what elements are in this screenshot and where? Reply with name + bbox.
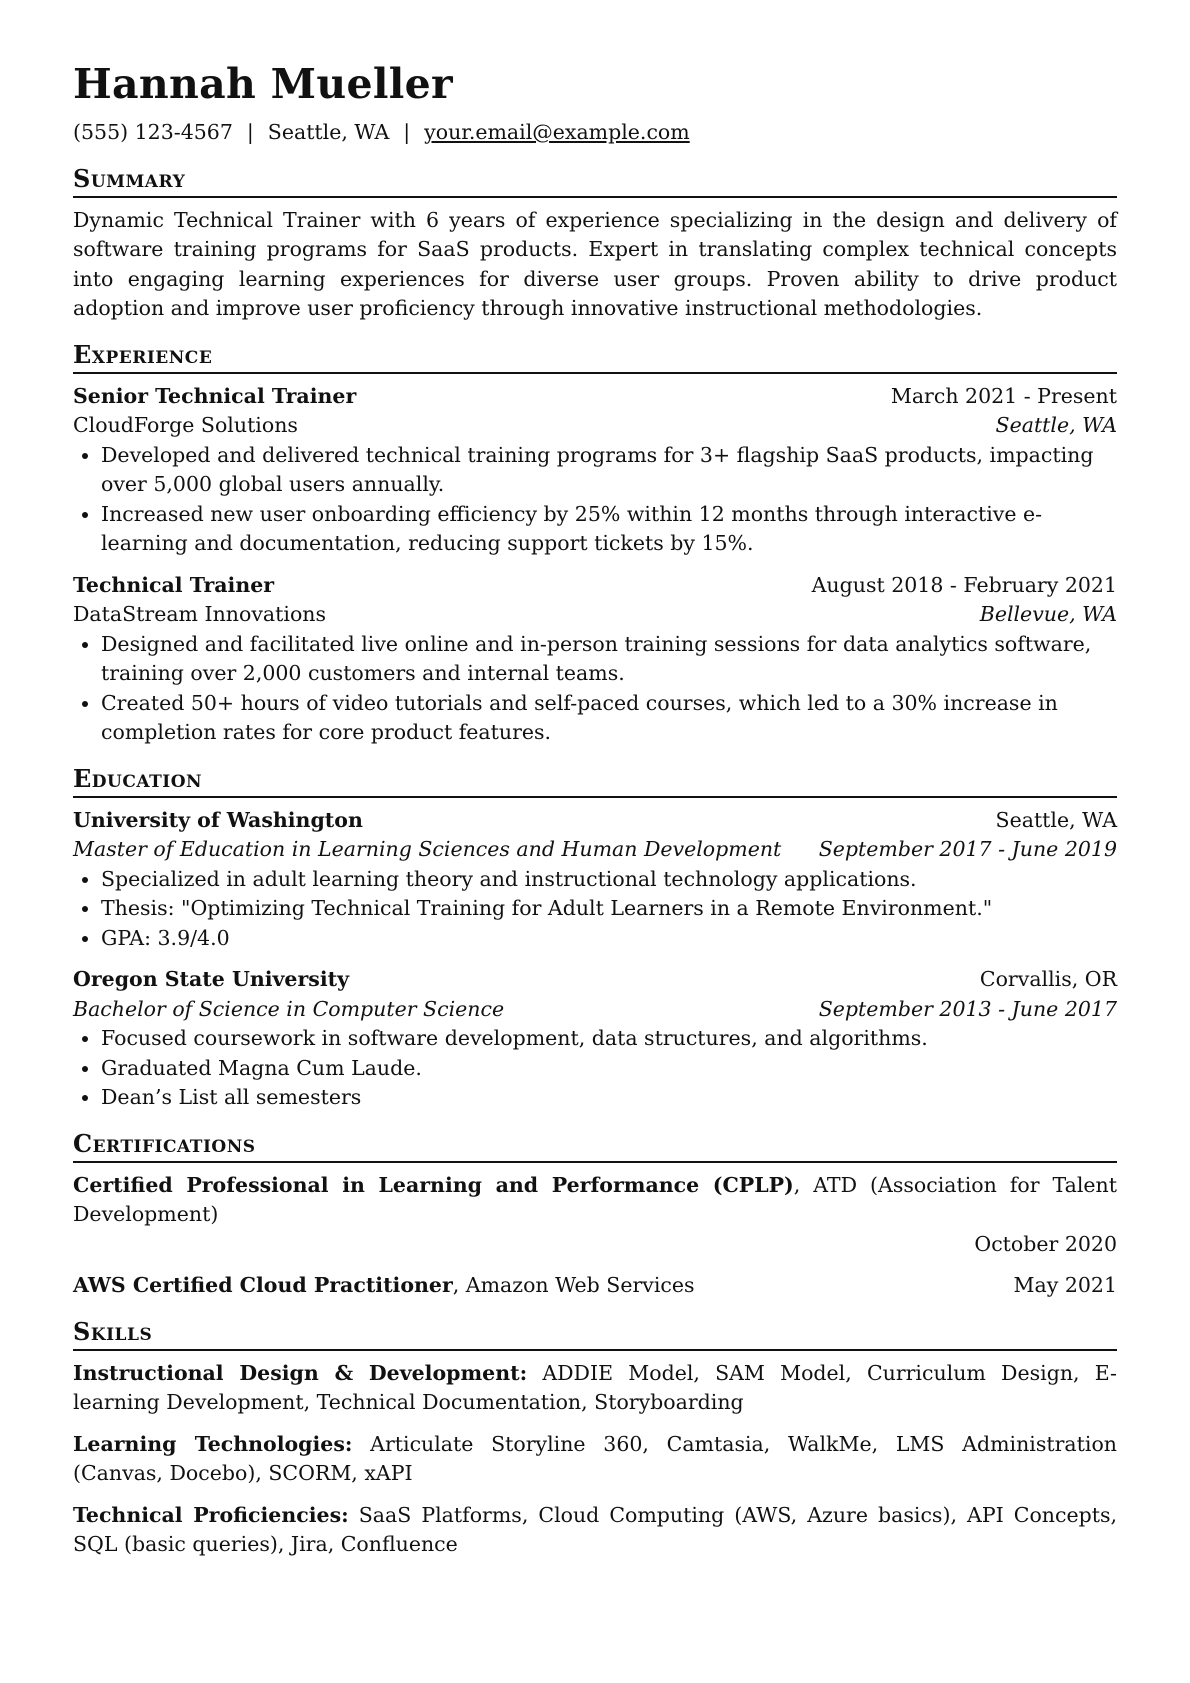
section-title-certifications: Certifications <box>73 1129 1117 1163</box>
location: Seattle, WA <box>267 120 390 144</box>
degree-name: Bachelor of Science in Computer Science <box>73 996 505 1021</box>
certification-date: May 2021 <box>1013 1273 1117 1297</box>
job-location: Seattle, WA <box>995 413 1117 437</box>
school-entry <box>73 965 1117 1113</box>
experience-section <box>73 340 1117 748</box>
job-dates: March 2021 - Present <box>890 383 1117 408</box>
skill-value: Articulate Storyline 360, Camtasia, WalkMe, LMS Administration (Canvas, Docebo), SCORM, xAPI <box>73 1431 1117 1485</box>
job-dates: August 2018 - February 2021 <box>811 572 1117 597</box>
degree-name: Master of Education in Learning Sciences and Human Development <box>73 837 782 861</box>
bullet-item: • Created 50+ hours of video tutorials and self-paced courses, which led to a 30% increase in completion rates for core product features. <box>101 689 1117 748</box>
phone-number: (555) 123-4567 <box>73 120 233 144</box>
job-company: CloudForge Solutions <box>73 413 298 437</box>
contact-separator: | <box>246 120 254 144</box>
certification-issuer: , Amazon Web Services <box>452 1273 695 1297</box>
certification-entry <box>73 1171 1117 1260</box>
bullet-item: • Graduated Magna Cum Laude. <box>101 1054 1117 1084</box>
school-entry <box>73 806 1117 954</box>
email-link[interactable]: your.email@example.com <box>424 120 690 144</box>
bullet-item: • Designed and facilitated live online and in-person training sessions for data analytics software, training over 2,000 customers and internal teams. <box>101 630 1117 689</box>
school-bullets <box>73 865 1117 954</box>
certification-entry <box>73 1271 1117 1301</box>
summary-section <box>73 164 1117 324</box>
skill-label: Instructional Design & Development: <box>73 1360 528 1385</box>
skill-value: SaaS Platforms, Cloud Computing (AWS, Azure basics), API Concepts, SQL (basic queries), Jira, Confluence <box>73 1502 1117 1556</box>
education-section <box>73 764 1117 1113</box>
bullet-item: • Developed and delivered technical training programs for 3+ flagship SaaS products, impacting over 5,000 global users annually. <box>101 441 1117 500</box>
certifications-section <box>73 1129 1117 1301</box>
bullet-item: • Specialized in adult learning theory and instructional technology applications. <box>101 865 1117 895</box>
summary-text: Dynamic Technical Trainer with 6 years of experience specializing in the design and delivery of software training programs for SaaS products. Expert in translating complex technical concepts into engaging learning experiences for diverse user groups. Proven ability to drive product adoption and improve user proficiency through innovative instructional methodologies. <box>73 207 1117 320</box>
bullet-item: • Increased new user onboarding efficiency by 25% within 12 months through interactive e-learning and documentation, reducing support tickets by 15%. <box>101 500 1117 559</box>
skills-section <box>73 1317 1117 1560</box>
certification-date: October 2020 <box>974 1231 1117 1256</box>
job-company: DataStream Innovations <box>73 602 327 626</box>
certification-issuer: , ATD (Association for Talent Development) <box>73 1172 1117 1226</box>
section-title-skills: Skills <box>73 1317 1117 1351</box>
bullet-item: • Thesis: "Optimizing Technical Training for Adult Learners in a Remote Environment." <box>101 894 1117 924</box>
certification-name: AWS Certified Cloud Practitioner <box>73 1273 453 1297</box>
job-bullets <box>73 630 1117 748</box>
bullet-item: • Dean’s List all semesters <box>101 1083 1117 1113</box>
skill-group <box>73 1359 1117 1418</box>
skill-label: Learning Technologies: <box>73 1431 353 1456</box>
contact-separator: | <box>403 120 411 144</box>
bullet-item: • GPA: 3.9/4.0 <box>101 924 1117 954</box>
job-entry <box>73 382 1117 559</box>
bullet-item: • Focused coursework in software development, data structures, and algorithms. <box>101 1024 1117 1054</box>
job-role: Technical Trainer <box>73 572 275 597</box>
skill-value: ADDIE Model, SAM Model, Curriculum Design, E-learning Development, Technical Documentation, Storyboarding <box>73 1360 1117 1414</box>
certification-name: Certified Professional in Learning and Performance (CPLP) <box>73 1172 794 1197</box>
section-title-summary: Summary <box>73 164 1117 198</box>
skill-group <box>73 1430 1117 1489</box>
skill-label: Technical Proficiencies: <box>73 1502 349 1527</box>
school-name: University of Washington <box>73 807 363 832</box>
school-name: Oregon State University <box>73 967 349 991</box>
job-bullets <box>73 441 1117 559</box>
job-location: Bellevue, WA <box>979 602 1117 626</box>
candidate-name: Hannah Mueller <box>73 60 453 108</box>
job-role: Senior Technical Trainer <box>73 383 357 408</box>
school-location: Corvallis, OR <box>979 967 1117 991</box>
job-entry <box>73 571 1117 748</box>
section-title-experience: Experience <box>73 340 1117 374</box>
school-location: Seattle, WA <box>995 807 1117 832</box>
contact-line <box>73 118 1117 148</box>
skill-group <box>73 1501 1117 1560</box>
degree-dates: September 2013 - June 2017 <box>818 996 1117 1021</box>
degree-dates: September 2017 - June 2019 <box>818 837 1117 861</box>
school-bullets <box>73 1024 1117 1113</box>
section-title-education: Education <box>73 764 1117 798</box>
